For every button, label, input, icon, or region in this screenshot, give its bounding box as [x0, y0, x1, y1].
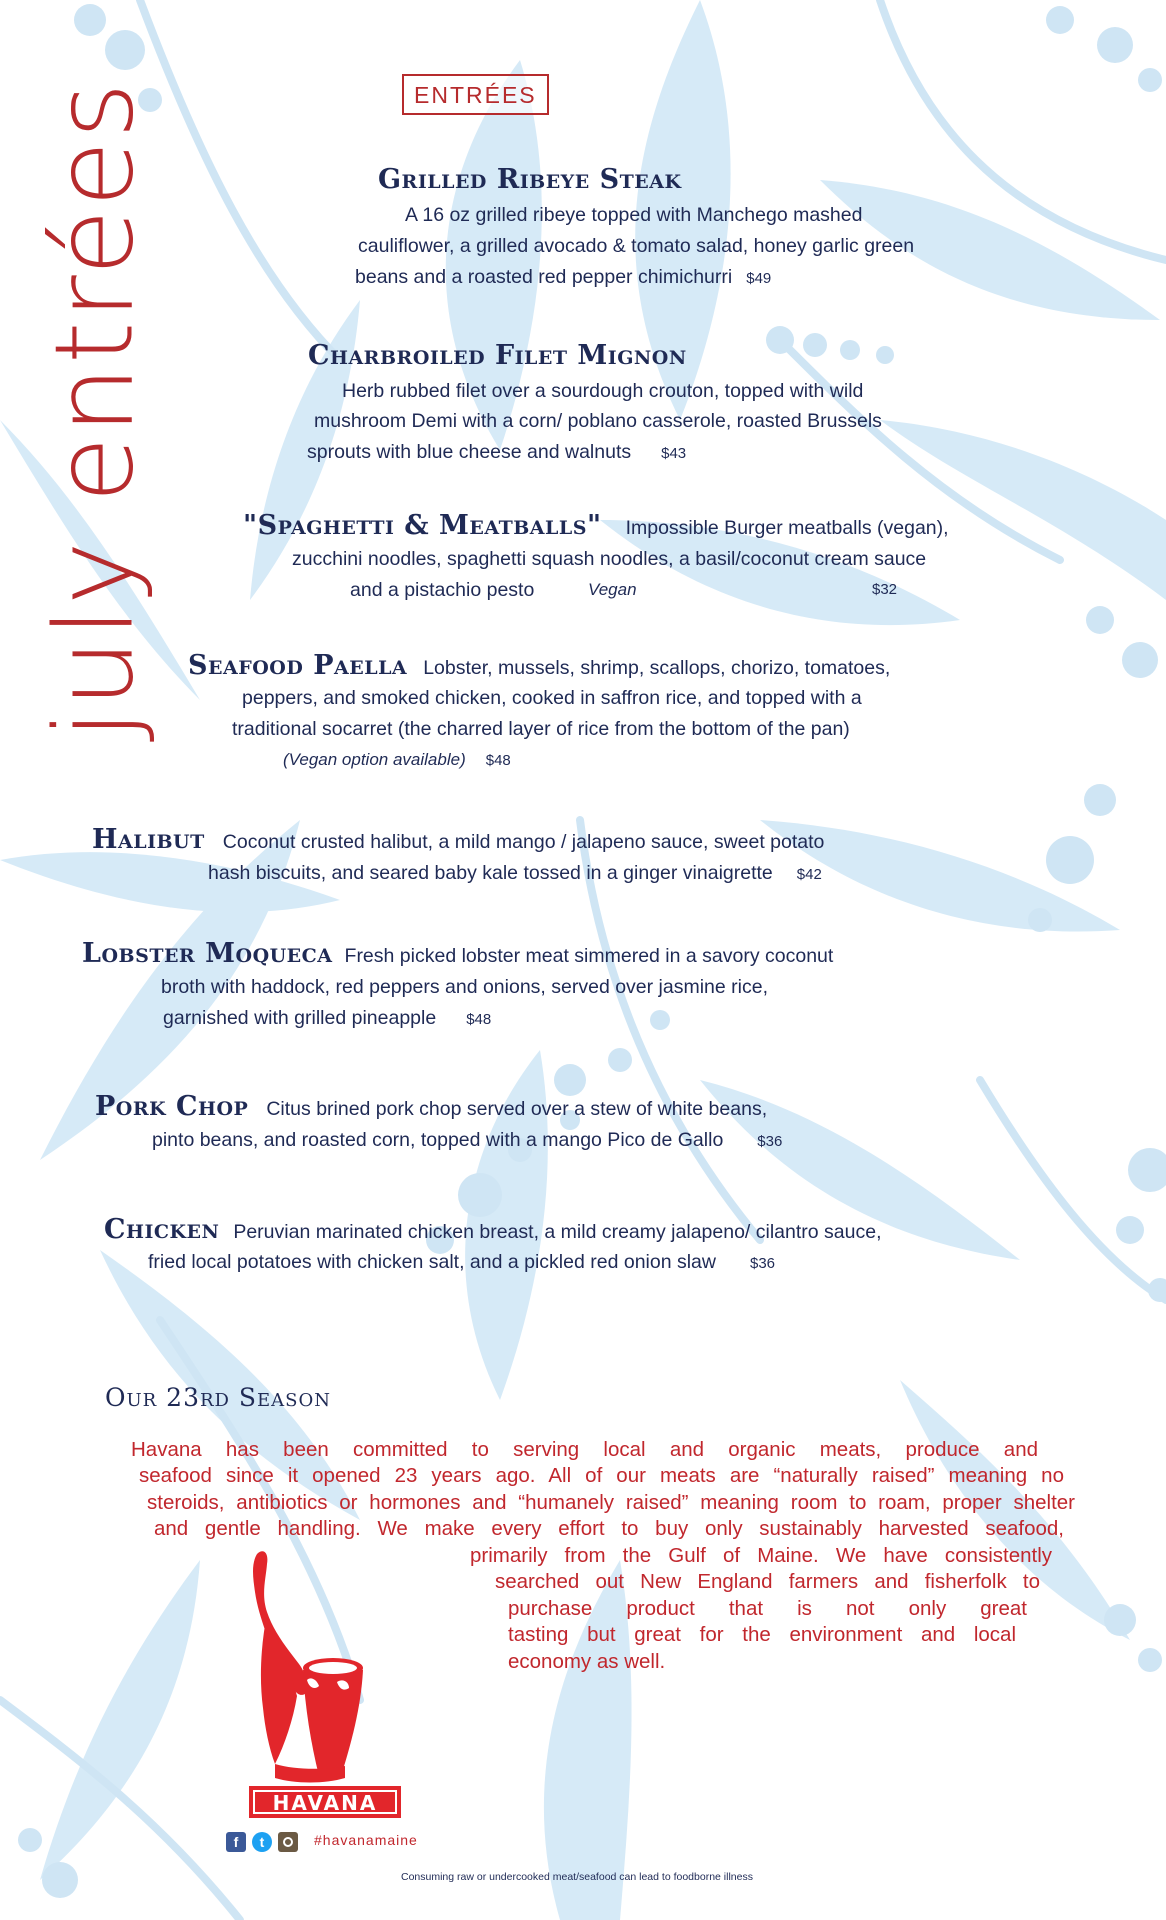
- menu-item-desc-line: peppers, and smoked chicken, cooked in saffron rice, and topped with a: [242, 687, 862, 709]
- menu-item-desc-text: hash biscuits, and seared baby kale tossed in a ginger vinaigrette: [208, 862, 773, 884]
- menu-item-price: $32: [872, 581, 898, 598]
- menu-item-desc-text: Citus brined pork chop served over a stew of white beans,: [266, 1098, 768, 1120]
- season-text-line: seafood since it opened 23 years ago. All of our meats are “naturally raised” meaning no: [139, 1464, 1064, 1487]
- menu-item-desc-line: cauliflower, a grilled avocado & tomato salad, honey garlic green: [358, 235, 915, 257]
- menu-item-desc-text: sprouts with blue cheese and walnuts: [307, 441, 632, 463]
- menu-item-desc-text: Fresh picked lobster meat simmered in a savory coconut: [344, 945, 834, 967]
- menu-item-header-line: [92, 825, 824, 859]
- menu-item-price: $42: [796, 866, 822, 883]
- menu-item-desc-line-last: [208, 858, 822, 890]
- menu-item-name: Pork Chop: [95, 1091, 249, 1122]
- havana-logo: [245, 1548, 405, 1828]
- menu-item-price: $36: [757, 1133, 783, 1150]
- menu-item-name: Lobster Moqueca: [82, 938, 333, 969]
- vegan-option-note-close: ): [460, 750, 466, 769]
- menu-item-desc-text: Coconut crusted halibut, a mild mango / jalapeno sauce, sweet potato: [222, 831, 825, 853]
- menu-item-desc-text: Peruvian marinated chicken breast, a mild creamy jalapeno/ cilantro sauce,: [233, 1221, 882, 1243]
- menu-item-header-line: [95, 1092, 767, 1126]
- menu-item-desc-line: traditional socarret (the charred layer of rice from the bottom of the pan): [232, 718, 850, 740]
- season-text-line: tasting but great for the environment and local: [508, 1623, 1016, 1646]
- season-text-line: and gentle handling. We make every effort to buy only sustainably harvested seafood,: [154, 1517, 1064, 1540]
- menu-item-desc-line: zucchini noodles, spaghetti squash noodles, a basil/coconut cream sauce: [292, 548, 927, 570]
- menu-item-name: "Spaghetti & Meatballs": [243, 510, 602, 541]
- menu-item-desc-line: Herb rubbed filet over a sourdough crouton, topped with wild: [342, 380, 864, 402]
- menu-item-note-line: [283, 745, 511, 776]
- twitter-icon[interactable]: t: [252, 1832, 272, 1852]
- menu-item-desc-text: fried local potatoes with chicken salt, and a pickled red onion slaw: [148, 1251, 716, 1273]
- menu-item-desc-line: A 16 oz grilled ribeye topped with Manchego mashed: [405, 204, 863, 226]
- menu-item-price: $49: [746, 270, 772, 287]
- menu-item-header-line: [82, 939, 833, 973]
- menu-item-price: $43: [661, 445, 687, 462]
- vegan-option-note: Vegan option available: [288, 750, 461, 769]
- menu-item-desc-line-last: [163, 1003, 491, 1035]
- menu-item-name: Grilled Ribeye Steak: [378, 164, 682, 195]
- menu-item-desc-text: garnished with grilled pineapple: [163, 1007, 437, 1029]
- season-text-line: steroids, antibiotics or hormones and “humanely raised” meaning room to roam, proper shelter: [147, 1491, 1075, 1514]
- menu-item-header-line: [243, 511, 949, 545]
- menu-item-desc-line-last: [355, 262, 771, 294]
- menu-item-price: $48: [485, 752, 511, 769]
- logo-text: HAVANA: [272, 1791, 378, 1815]
- section-label-entrees: ENTRÉES: [402, 74, 549, 115]
- food-safety-disclaimer: Consuming raw or undercooked meat/seafood can lead to foodborne illness: [401, 1871, 753, 1883]
- vegan-tag: Vegan: [588, 580, 637, 599]
- menu-item-desc-text: Lobster, mussels, shrimp, scallops, chorizo, tomatoes,: [423, 657, 891, 679]
- season-text-line: primarily from the Gulf of Maine. We have consistently: [470, 1544, 1052, 1567]
- menu-item-price: $36: [750, 1255, 776, 1272]
- menu-item-price: $48: [466, 1011, 492, 1028]
- menu-item-name: Halibut: [92, 824, 205, 855]
- menu-item-name: Chicken: [104, 1214, 220, 1245]
- vegan-option-note-open: (: [283, 750, 289, 769]
- menu-item-desc-line: and a pistachio pesto: [350, 579, 535, 601]
- hashtag: #havanamaine: [314, 1832, 418, 1848]
- season-text-line: Havana has been committed to serving local and organic meats, produce and: [131, 1438, 1038, 1461]
- season-text-line: economy as well.: [508, 1650, 666, 1673]
- season-text-line: searched out New England farmers and fisherfolk to: [495, 1570, 1040, 1593]
- menu-item-desc-text: beans and a roasted red pepper chimichurri: [355, 266, 733, 288]
- menu-item-desc-line-last: [307, 437, 686, 469]
- menu-item-header-line: [104, 1215, 881, 1249]
- menu-item-desc-line: mushroom Demi with a corn/ poblano casserole, roasted Brussels: [314, 410, 882, 432]
- menu-item-desc-line: broth with haddock, red peppers and onions, served over jasmine rice,: [161, 976, 769, 998]
- menu-item-desc-line-last: [152, 1125, 782, 1157]
- menu-item-name: Charbroiled Filet Mignon: [308, 340, 687, 371]
- season-title: Our 23rd Season: [105, 1383, 332, 1412]
- menu-item-desc-text: pinto beans, and roasted corn, topped with a mango Pico de Gallo: [152, 1129, 724, 1151]
- season-text-line: purchase product that is not only great: [508, 1597, 1027, 1620]
- menu-item-desc-text: Impossible Burger meatballs (vegan),: [625, 517, 949, 539]
- social-icons: [226, 1832, 298, 1852]
- facebook-icon[interactable]: f: [226, 1832, 246, 1852]
- sidebar-title: july entrées: [32, 80, 158, 740]
- instagram-icon[interactable]: [278, 1832, 298, 1852]
- menu-item-name: Seafood Paella: [188, 650, 408, 681]
- menu-item-header-line: [188, 651, 890, 685]
- menu-item-desc-line-last: [148, 1247, 775, 1279]
